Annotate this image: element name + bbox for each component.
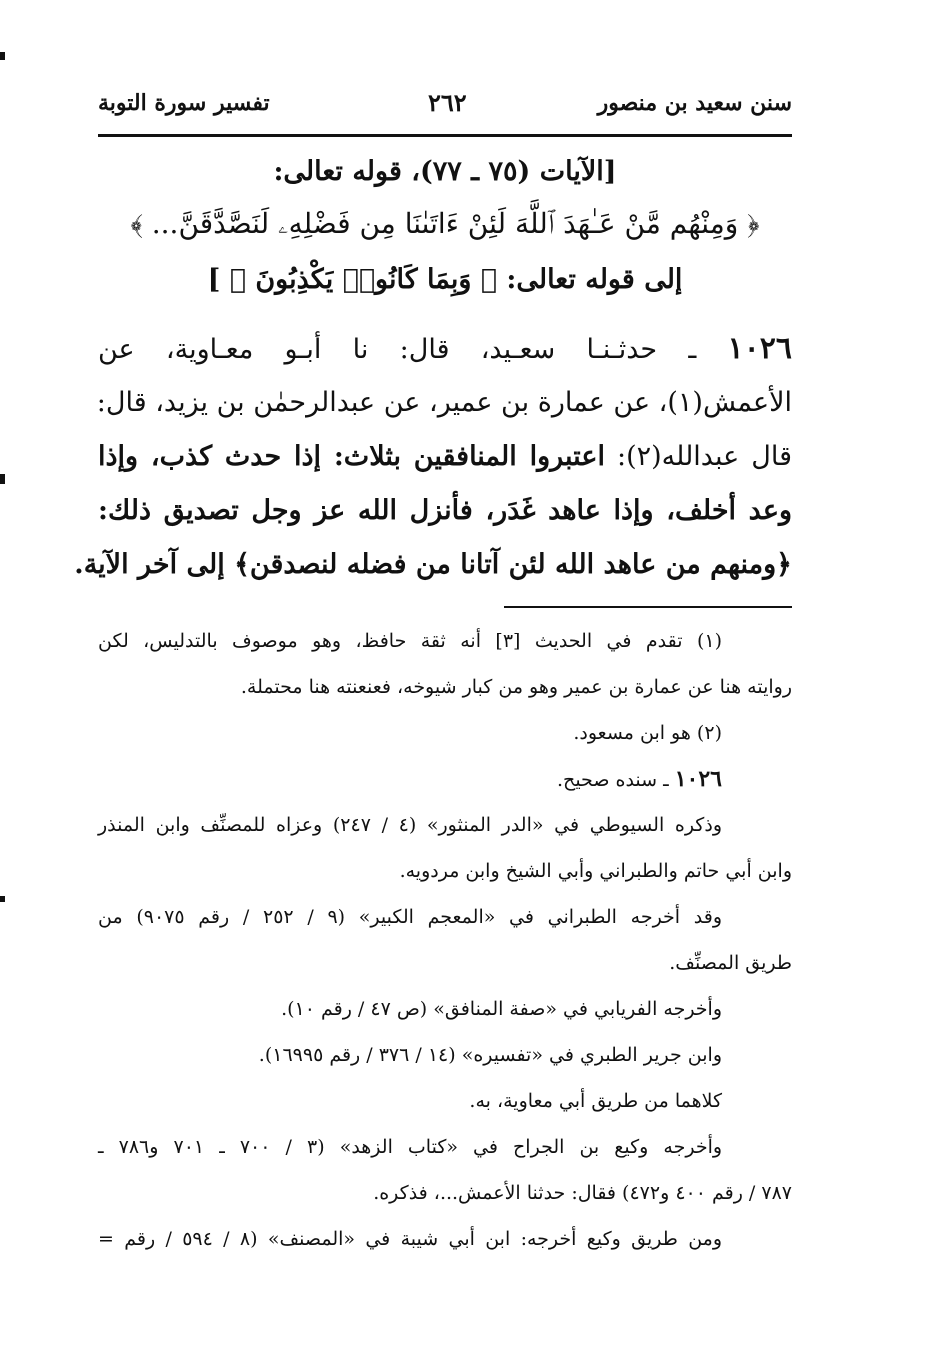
scan-edge-mark	[0, 896, 5, 902]
footnote-line: طريق المصنِّف.	[669, 952, 792, 974]
footnotes	[98, 618, 792, 1262]
quran-verse-end: إلى قوله تعالى: ﴿ وَبِمَا كَانُوا۟ يَكْذِبُونَ ﴾ ]	[207, 264, 683, 295]
running-header	[98, 86, 792, 126]
hadith-text	[74, 322, 792, 592]
hadith-line: وعد أخلف، وإذا عاهد غَدَر، فأنزل الله عز وجل تصديق ذلك:	[98, 495, 792, 526]
footnote-separator	[504, 606, 792, 608]
footnote-line: (١) تقدم في الحديث [٣] أنه ثقة حافظ، وهو موصوف بالتدليس، لكن	[98, 630, 722, 652]
footnote-line: وأخرجه الفريابي في «صفة المنافق» (ص ٤٧ / رقم ١٠).	[281, 998, 722, 1020]
hadith-line	[98, 430, 792, 484]
footnote-line: روايته هنا عن عمارة بن عمير وهو من كبار شيوخه، فعنعنته هنا محتملة.	[240, 676, 792, 698]
footnote-line: وابن جرير الطبري في «تفسيره» (١٤ / ٣٧٦ / رقم ١٦٩٩٥).	[258, 1044, 722, 1066]
hadith-line-text: ـ حدثـنـا سعـيد، قال: نا أبـو معـاوية، عن	[98, 334, 697, 365]
page-number: ٢٦٢	[428, 88, 467, 117]
book-title: سنن سعيد بن منصور	[597, 90, 792, 116]
footnote-line: وأخرجه وكيع بن الجراح في «كتاب الزهد» (٣ / ٧٠٠ ـ ٧٠١ و٧٨٦ ـ	[98, 1136, 723, 1158]
section-title: تفسير سورة التوبة	[98, 90, 270, 116]
footnote-line: كلاهما من طريق أبي معاوية، به.	[469, 1090, 722, 1112]
footnote-line: وقد أخرجه الطبراني في «المعجم الكبير» (٩ / ٢٥٢ / رقم ٩٠٧٥) من	[98, 906, 723, 928]
scan-edge-mark	[0, 52, 5, 60]
hadith-line-text-bold: اعتبروا المنافقين بثلاث: إذا حدث كذب، وإذا	[98, 441, 605, 472]
hadith-line: الأعمش(١)، عن عمارة بن عمير، عن عبدالرحمٰن بن يزيد، قال:	[96, 387, 792, 418]
footnote-line: ومن طريق وكيع أخرجه: ابن أبي شيبة في «المصنف» (٨ / ٥٩٤ / رقم =	[98, 1228, 723, 1250]
footnote-line: (٢) هو ابن مسعود.	[573, 722, 722, 744]
hadith-line-text: قال عبدالله(٢):	[616, 441, 792, 472]
footnote-hadith-number: ١٠٢٦	[674, 766, 722, 792]
footnote-line	[98, 756, 792, 802]
hadith-number: ١٠٢٦	[727, 331, 792, 366]
quran-verse: ﴿ وَمِنْهُم مَّنْ عَـٰهَدَ ٱللَّهَ لَئِنْ ءَاتَىٰنَا مِن فَضْلِهِۦ لَنَصَّدَّقَنَّ... ﴾	[130, 207, 760, 240]
hadith-line	[98, 322, 792, 376]
verses-heading: [الآيات (٧٥ ـ ٧٧)، قوله تعالى:	[273, 156, 617, 187]
footnote-line: وابن أبي حاتم والطبراني وأبي الشيخ وابن مردويه.	[399, 860, 792, 882]
footnote-line: وذكره السيوطي في «الدر المنثور» (٤ / ٢٤٧) وعزاه للمصنِّف وابن المنذر	[98, 814, 722, 836]
hadith-line: ﴿ومنهم من عاهد الله لئن آتانا من فضله لنصدقن﴾ إلى آخر الآية.	[74, 549, 792, 580]
footnote-line: ٧٨٧ / رقم ٤٠٠ و٤٧٢) فقال: حدثنا الأعمش...، فذكره.	[373, 1182, 792, 1204]
footnote-grade: ـ سنده صحيح.	[557, 769, 669, 791]
scan-edge-mark	[0, 474, 5, 484]
header-rule	[98, 134, 792, 137]
